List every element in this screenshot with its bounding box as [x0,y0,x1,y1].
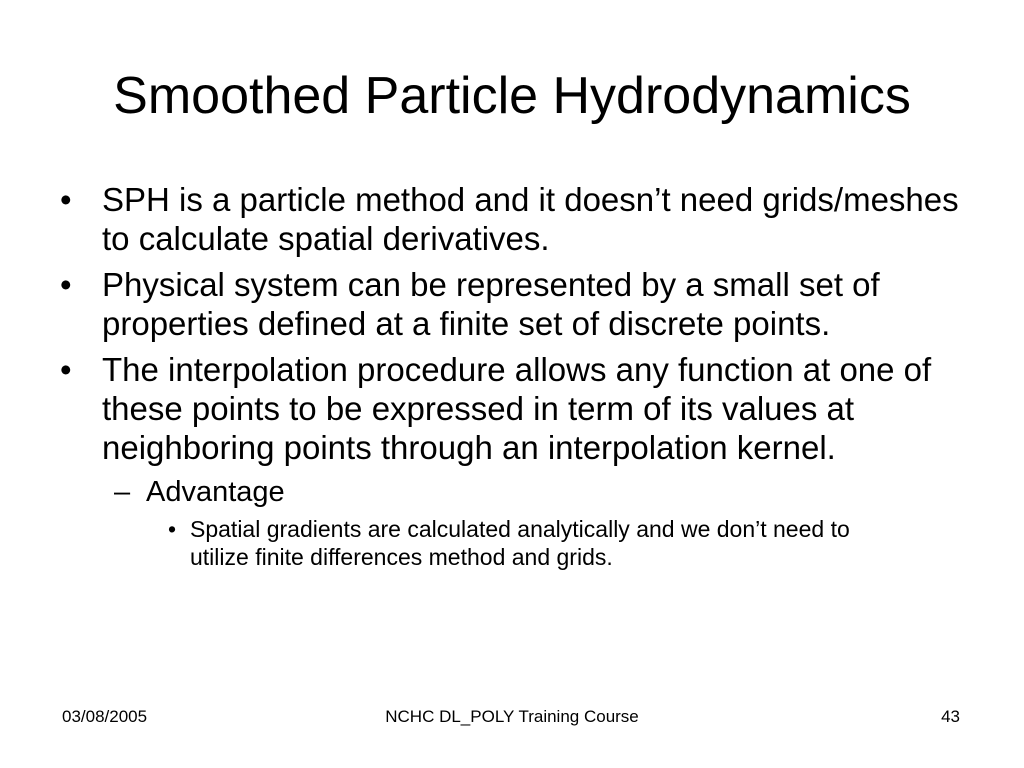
bullet-text: SPH is a particle method and it doesn’t need grids/meshes to calculate spatial derivatives. [102,181,959,257]
sub-sub-bullet-text: Spatial gradients are calculated analytically and we don’t need to utilize finite differences method and grids. [190,516,850,570]
bullet-text: The interpolation procedure allows any function at one of these points to be expressed in term of its values at neighboring points through an interpolation kernel. [102,351,932,466]
bullet-item [60,180,980,258]
footer-course-title: NCHC DL_POLY Training Course [385,707,639,726]
bullet-marker: • [60,266,72,303]
bullet-marker: • [168,516,177,542]
bullet-marker: • [60,351,72,388]
bullet-item [60,350,980,467]
slide-title: Smoothed Particle Hydrodynamics [113,67,911,125]
sub-sub-bullet-item [60,515,910,571]
bullet-item [60,265,980,343]
bullet-marker: • [60,181,72,218]
footer-date: 03/08/2005 [62,707,148,726]
dash-marker: – [114,476,131,508]
bullet-text: Physical system can be represented by a small set of properties defined at a finite set of discrete points. [102,266,880,342]
sub-bullet-item [60,474,980,510]
sub-bullet-text: Advantage [146,476,285,508]
footer-page-number: 43 [941,707,960,726]
slide-body [60,180,980,571]
